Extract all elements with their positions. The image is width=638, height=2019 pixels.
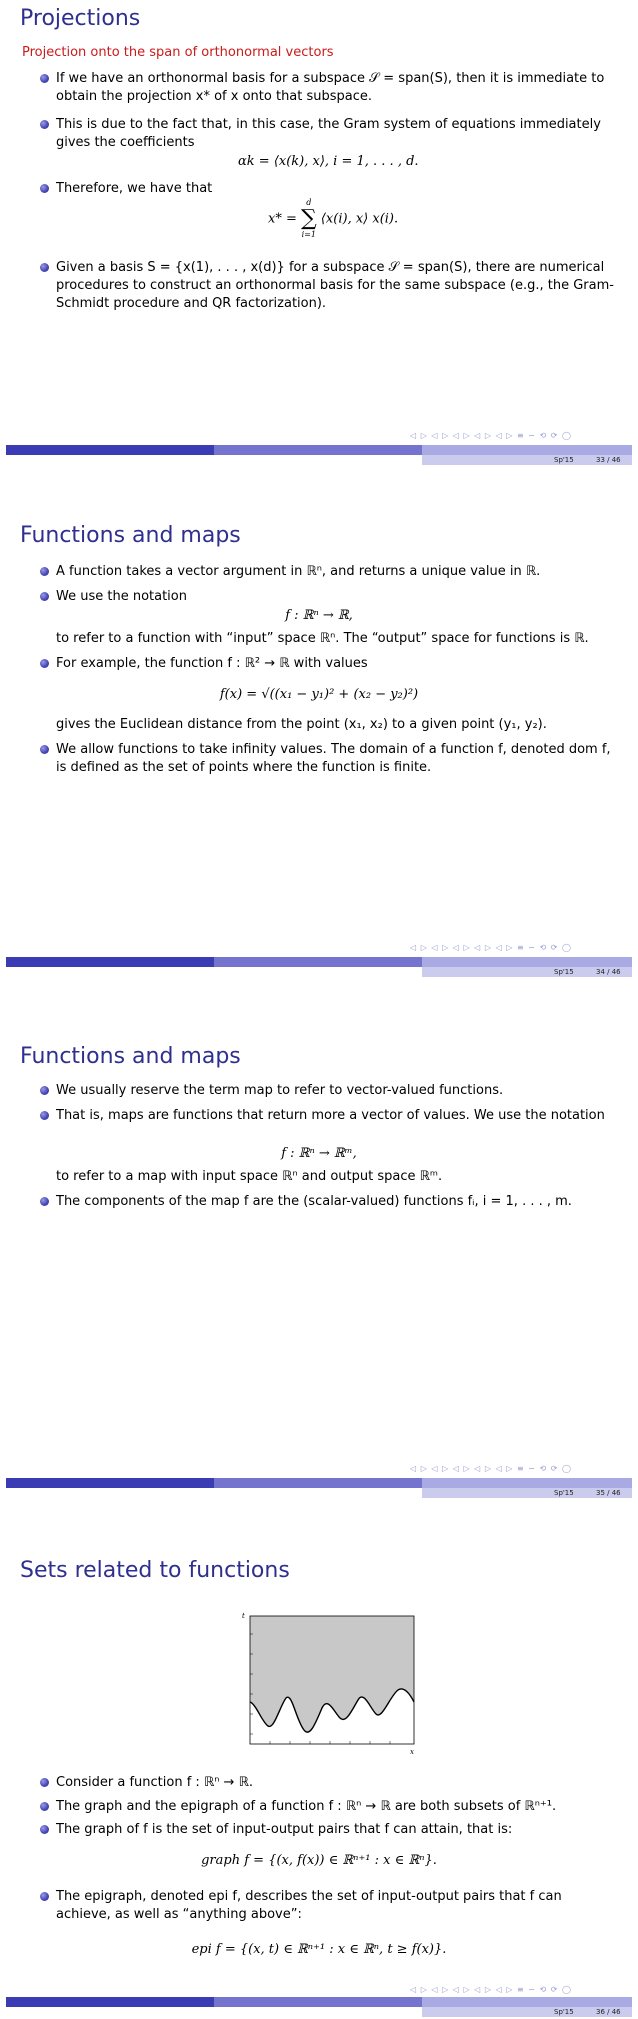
paragraph: to refer to a map with input space ℝⁿ and output space ℝᵐ. [56,1169,443,1184]
equation-projection [268,198,398,240]
bullet-list [40,1082,620,1100]
slide-footer [6,957,632,975]
footer-term: Sp'15 [554,2008,574,2016]
slide-title: Projections [20,6,141,31]
equation-euclidean-distance: f(x) = √((x₁ − y₁)² + (x₂ − y₂)²) [219,687,419,702]
bullet-list [40,1107,620,1125]
axis-label-t: t [242,1612,245,1620]
equation-graph: graph f = {(x, f(x)) ∈ ℝⁿ⁺¹ : x ∈ ℝⁿ}. [201,1853,437,1868]
slide-footer [6,445,632,463]
bullet-list [40,1774,620,1792]
footer-page-number: 33 / 46 [596,456,621,464]
equation-coefficients: αk = ⟨x(k), x⟩, i = 1, . . . , d. [238,154,419,169]
bullet-list [40,259,620,313]
axis-label-x: x [410,1748,414,1756]
footer-page-number: 35 / 46 [596,1489,621,1497]
bullet-list [40,116,620,152]
equation-map-notation: f : ℝⁿ → ℝᵐ, [281,1146,357,1161]
bullet-item: Therefore, we have that [40,180,620,198]
bullet-list [40,1888,620,1924]
footer-page-number: 36 / 46 [596,2008,621,2016]
footer-term: Sp'15 [554,968,574,976]
bullet-list [40,655,620,673]
paragraph: gives the Euclidean distance from the point (x₁, x₂) to a given point (y₁, y₂). [56,717,547,732]
epigraph-region [250,1616,414,1732]
slide-36 [0,1514,638,2019]
slide-33 [0,0,638,505]
bullet-list [40,741,620,777]
bullet-item: If we have an orthonormal basis for a subspace 𝒮 = span(S), then it is immediate to obtain the projection x* of x onto that subspace. [40,70,620,106]
beamer-navigation-icons[interactable]: ◁ ▷ ◁ ▷ ◁ ▷ ◁ ▷ ◁ ▷ ≡ ∽ ⟲ ⟳ ◯ [410,1985,572,1994]
paragraph: to refer to a function with “input” space ℝⁿ. The “output” space for functions is ℝ. [56,631,589,646]
bullet-item: Given a basis S = {x(1), . . . , x(d)} for a subspace 𝒮 = span(S), there are numerical procedures to construct an orthonormal basis for the same subspace (e.g., the Gram-Schmidt procedure and QR factorization). [40,259,620,313]
slide-footer [6,1478,632,1496]
footer-term: Sp'15 [554,1489,574,1497]
bullet-list [40,1193,620,1211]
bullet-list [40,70,620,106]
equation-function-notation: f : ℝⁿ → ℝ, [285,608,353,623]
bullet-item: Consider a function f : ℝⁿ → ℝ. [40,1774,620,1792]
bullet-list [40,563,620,581]
slide-title: Sets related to functions [20,1558,290,1583]
bullet-item: The graph and the epigraph of a function f : ℝⁿ → ℝ are both subsets of ℝⁿ⁺¹. [40,1798,620,1816]
bullet-item: The components of the map f are the (scalar-valued) functions fᵢ, i = 1, . . . , m. [40,1193,620,1211]
slide-title: Functions and maps [20,1044,241,1069]
beamer-navigation-icons[interactable]: ◁ ▷ ◁ ▷ ◁ ▷ ◁ ▷ ◁ ▷ ≡ ∽ ⟲ ⟳ ◯ [410,431,572,440]
bullet-list [40,1798,620,1816]
bullet-item: For example, the function f : ℝ² → ℝ with values [40,655,620,673]
bullet-item: That is, maps are functions that return more a vector of values. We use the notation [40,1107,620,1125]
slide-35 [0,1010,638,1515]
function-epigraph-figure [220,1604,420,1759]
bullet-item: We allow functions to take infinity values. The domain of a function f, denoted dom f, is defined as the set of points where the function is finite. [40,741,620,777]
slide-34 [0,505,638,1010]
equation-rhs: ⟨x(i), x⟩ x(i). [320,211,399,227]
footer-term: Sp'15 [554,456,574,464]
summation-symbol: d ∑ i=1 [301,198,317,239]
bullet-item: A function takes a vector argument in ℝⁿ, and returns a unique value in ℝ. [40,563,620,581]
footer-page-number: 34 / 46 [596,968,621,976]
bullet-item: The epigraph, denoted epi f, describes the set of input-output pairs that f can achieve, as well as “anything above”: [40,1888,620,1924]
bullet-list [40,180,620,198]
sum-upper-limit: d [306,198,312,207]
beamer-navigation-icons[interactable]: ◁ ▷ ◁ ▷ ◁ ▷ ◁ ▷ ◁ ▷ ≡ ∽ ⟲ ⟳ ◯ [410,943,572,952]
beamer-navigation-icons[interactable]: ◁ ▷ ◁ ▷ ◁ ▷ ◁ ▷ ◁ ▷ ≡ ∽ ⟲ ⟳ ◯ [410,1464,572,1473]
slide-footer [6,1997,632,2015]
equation-lhs: x* = [268,211,297,227]
slide-subtitle: Projection onto the span of orthonormal vectors [22,45,334,60]
bullet-list [40,588,620,606]
bullet-list [40,1821,620,1839]
sum-lower-limit: i=1 [301,230,317,239]
bullet-item: This is due to the fact that, in this case, the Gram system of equations immediately gives the coefficients [40,116,620,152]
bullet-item: We usually reserve the term map to refer to vector-valued functions. [40,1082,620,1100]
bullet-item: The graph of f is the set of input-output pairs that f can attain, that is: [40,1821,620,1839]
slide-title: Functions and maps [20,523,241,548]
bullet-item: We use the notation [40,588,620,606]
equation-epigraph: epi f = {(x, t) ∈ ℝⁿ⁺¹ : x ∈ ℝⁿ, t ≥ f(x)}. [191,1942,447,1957]
